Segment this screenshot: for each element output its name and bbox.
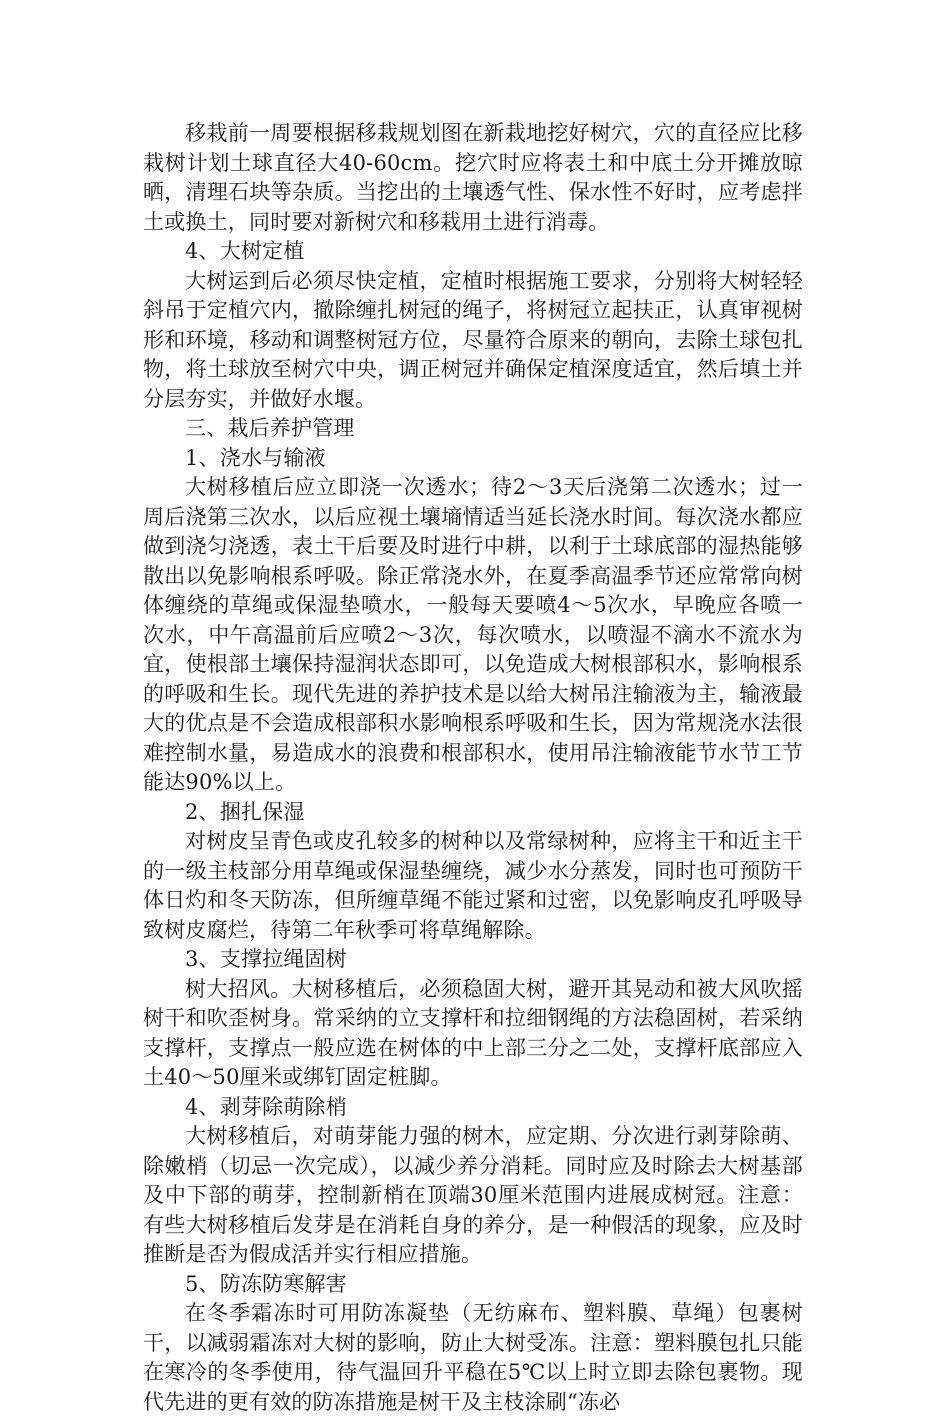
paragraph-bud-removal: 大树移植后，对萌芽能力强的树木，应定期、分次进行剥芽除萌、除嫩梢（切忌一次完成），以减少养分消耗。同时应及时除去大树基部及中下部的萌芽，控制新梢在顶端30厘米范围内进展成树冠。注意：有些大树移植后发芽是在消耗自身的养分，是一种假活的现象，应及时推断是否为假成活并实行相应措施。: [143, 1124, 803, 1266]
heading-tree-planting: 4、大树定植: [185, 239, 305, 263]
paragraph-watering-infusion: 大树移植后应立即浇一次透水；待2～3天后浇第二次透水；过一周后浇第三次水，以后应视土壤墒情适当延长浇水时间。每次浇水都应做到浇匀浇透，表土干后要及时进行中耕，以利于土球底部的湿热能够散出以免影响根系呼吸。除正常浇水外，在夏季高温季节还应常常向树体缠绕的草绳或保湿垫喷水，一般每天要喷4～5次水，早晚应各喷一次水，中午高温前后应喷2～3次，每次喷水，以喷湿不滴水不流水为宜，使根部土壤保持湿润状态即可，以免造成大树根部积水，影响根系的呼吸和生长。现代先进的养护技术是以给大树吊注输液为主，输液最大的优点是不会造成根部积水影响根系呼吸和生长，因为常规浇水法很难控制水量，易造成水的浪费和根部积水，使用吊注输液能节水节工节能达90%以上。: [143, 475, 803, 794]
paragraph-tree-planting: 大树运到后必须尽快定植，定植时根据施工要求，分别将大树轻轻斜吊于定植穴内，撤除缠扎树冠的绳子，将树冠立起扶正，认真审视树形和环境，移动和调整树冠方位，尽量符合原来的朝向，去除土球包扎物，将土球放至树穴中央，调正树冠并确保定植深度适宜，然后填土并分层夯实，并做好水堰。: [143, 268, 803, 411]
paragraph-pit-digging: 移栽前一周要根据移栽规划图在新栽地挖好树穴，穴的直径应比移栽树计划土球直径大40-60cm。挖穴时应将表土和中底土分开摊放晾晒，清理石块等杂质。当挖出的土壤透气性、保水性不好时，应考虑拌土或换土，同时要对新树穴和移栽用土进行消毒。: [143, 121, 803, 234]
heading-watering-infusion: 1、浇水与输液: [185, 445, 326, 470]
heading-support-guying: 3、支撑拉绳固树: [185, 947, 347, 971]
heading-bud-removal: 4、剥芽除萌除梢: [185, 1094, 347, 1119]
document-body: [143, 119, 803, 1417]
paragraph-wrapping-moisture: 对树皮呈青色或皮孔较多的树种以及常绿树种，应将主干和近主干的一级主枝部分用草绳或保湿垫缠绕，减少水分蒸发，同时也可预防干体日灼和冬天防冻，但所缠草绳不能过紧和过密，以免影响皮孔呼吸导致树皮腐烂，待第二年秋季可将草绳解除。: [143, 829, 803, 942]
heading-frost-protection: 5、防冻防寒解害: [185, 1271, 347, 1296]
paragraph-frost-protection: 在冬季霜冻时可用防冻凝垫（无纺麻布、塑料膜、草绳）包裹树干，以减弱霜冻对大树的影响，防止大树受冻。注意：塑料膜包扎只能在寒冷的冬季使用，待气温回升平稳在5℃以上时立即去除包裹物。现代先进的更有效的防冻措施是树干及主枝涂刷“冻必: [143, 1301, 803, 1414]
paragraph-support-guying: 树大招风。大树移植后，必须稳固大树，避开其晃动和被大风吹摇树干和吹歪树身。常采纳的立支撑杆和拉细钢绳的方法稳固树，若采纳支撑杆，支撑点一般应选在树体的中上部三分之二处，支撑杆底部应入土40～50厘米或绑钉固定桩脚。: [143, 976, 803, 1089]
heading-post-planting-care: 三、栽后养护管理: [185, 416, 355, 440]
heading-wrapping-moisture: 2、捆扎保湿: [185, 799, 305, 824]
